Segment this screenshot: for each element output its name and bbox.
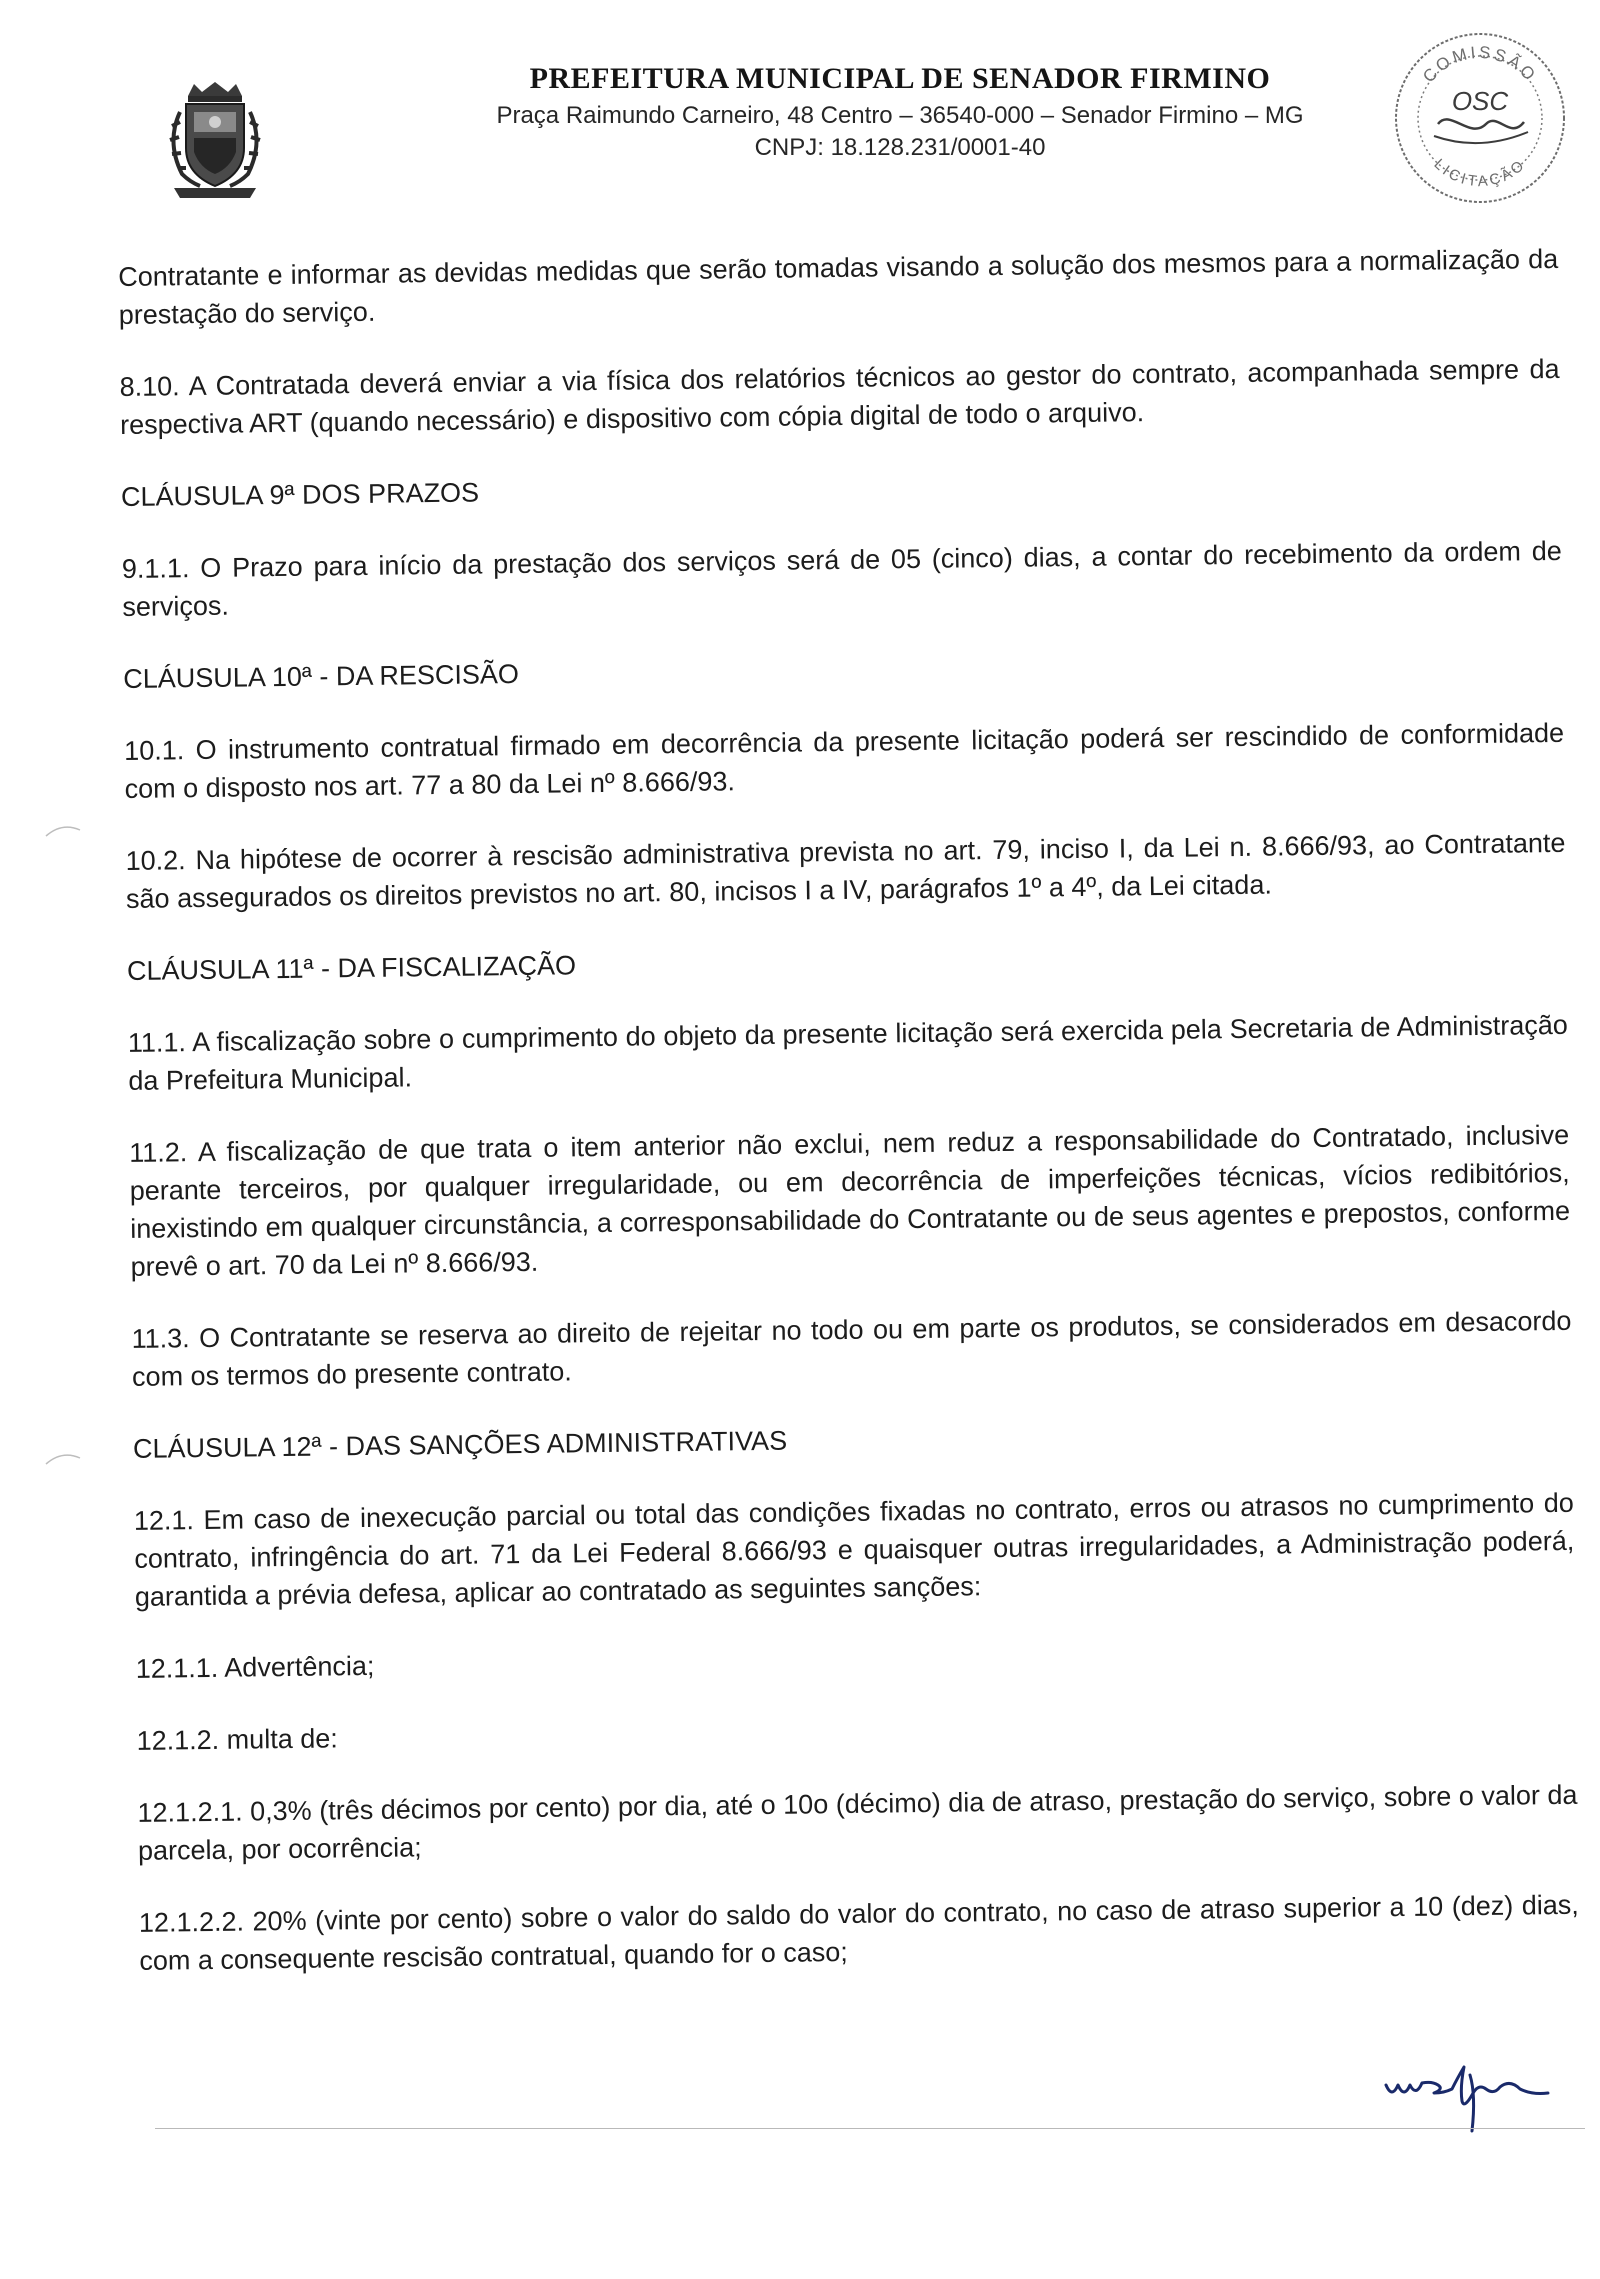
clause-9-heading: CLÁUSULA 9ª DOS PRAZOS [120, 477, 480, 512]
margin-mark-icon [44, 1448, 84, 1468]
clause-10-2: 10.2. Na hipótese de ocorrer à rescisão administrativa prevista no art. 79, inciso I, da Lei n. 8.666/93, ao Contratante são assegurados os direitos previstos no art. 80, incisos I a IV, parágrafos 1º a 4º, da Lei citada. [125, 827, 1566, 914]
org-name: PREFEITURA MUNICIPAL DE SENADOR FIRMINO [529, 62, 1271, 95]
clause-12-1-2-1: 12.1.2.1. 0,3% (três décimos por cento) por dia, até o 10o (décimo) dia de atraso, prestação do serviço, sobre o valor da parcela, por ocorrência; [137, 1779, 1578, 1866]
stamp-text-bottom: LICITAÇÃO [1430, 155, 1530, 191]
handwritten-initials-icon [1380, 2055, 1570, 2135]
stamp-text-top: COMISSÃO [1419, 42, 1541, 87]
clause-9-1-1: 9.1.1. O Prazo para início da prestação dos serviços será de 05 (cinco) dias, a contar do recebimento da ordem de serviços. [121, 535, 1562, 622]
footer-rule [155, 2128, 1585, 2129]
commission-stamp-icon [1390, 28, 1570, 208]
municipal-coat-of-arms-icon [160, 82, 270, 200]
clause-10-1: 10.1. O instrumento contratual firmado em decorrência da presente licitação poderá ser rescindido de conformidade com o disposto nos art. 77 a 80 da Lei nº 8.666/93. [124, 717, 1565, 804]
document-body [118, 240, 1580, 1980]
clause-11-2: 11.2. A fiscalização de que trata o item anterior não exclui, nem reduz a responsabilidade do Contratado, inclusive perante terceiros, por qualquer irregularidade, ou em decorrência de imperfeições técnicas, vícios redibitórios, inexistindo em qualquer circunstância, a corresponsabilidade do Contratante ou de seus agentes e prepostos, conforme prevê o art. 70 da Lei nº 8.666/93. [129, 1119, 1571, 1282]
org-cnpj: CNPJ: 18.128.231/0001-40 [754, 134, 1046, 161]
paragraph-continuation: Contratante e informar as devidas medidas que serão tomadas visando a solução dos mesmos para a normalização da prestação do serviço. [118, 243, 1559, 330]
clause-11-3: 11.3. O Contratante se reserva ao direito de rejeitar no todo ou em parte os produtos, se considerados em desacordo com os termos do presente contrato. [131, 1305, 1572, 1392]
svg-text:COMISSÃO [1419, 43, 1541, 87]
clause-12-1-1: 12.1.1. Advertência; [135, 1650, 375, 1684]
clause-10-heading: CLÁUSULA 10ª - DA RESCISÃO [123, 658, 520, 694]
svg-text:LICITAÇÃO [1431, 156, 1530, 191]
clause-12-1-2: 12.1.2. multa de: [136, 1723, 338, 1756]
margin-mark-icon [44, 820, 84, 840]
clause-11-heading: CLÁUSULA 11ª - DA FISCALIZAÇÃO [126, 950, 577, 986]
stamp-initials: OSC [1451, 86, 1509, 116]
letterhead [420, 62, 1380, 164]
clause-12-heading: CLÁUSULA 12ª - DAS SANÇÕES ADMINISTRATIVAS [132, 1425, 788, 1464]
clause-12-1: 12.1. Em caso de inexecução parcial ou total das condições fixadas no contrato, erros ou atrasos no cumprimento do contrato, infringência do art. 71 da Lei Federal 8.666/93 e quaisquer outras irregularidades, a Administração poderá, garantida a prévia defesa, aplicar ao contratado as seguintes sanções: [133, 1487, 1575, 1612]
org-address: Praça Raimundo Carneiro, 48 Centro – 36540-000 – Senador Firmino – MG [496, 102, 1304, 129]
clause-8-10: 8.10. A Contratada deverá enviar a via física dos relatórios técnicos ao gestor do contrato, acompanhada sempre da respectiva ART (quando necessário) e dispositivo com cópia digital de todo o arquivo. [119, 353, 1560, 440]
clause-12-1-2-2: 12.1.2.2. 20% (vinte por cento) sobre o valor do saldo do valor do contrato, no caso de atraso superior a 10 (dez) dias, com a consequente rescisão contratual, quando for o caso; [138, 1889, 1579, 1976]
clause-11-1: 11.1. A fiscalização sobre o cumprimento do objeto da presente licitação será exercida pela Secretaria de Administração da Prefeitura Municipal. [127, 1009, 1568, 1096]
